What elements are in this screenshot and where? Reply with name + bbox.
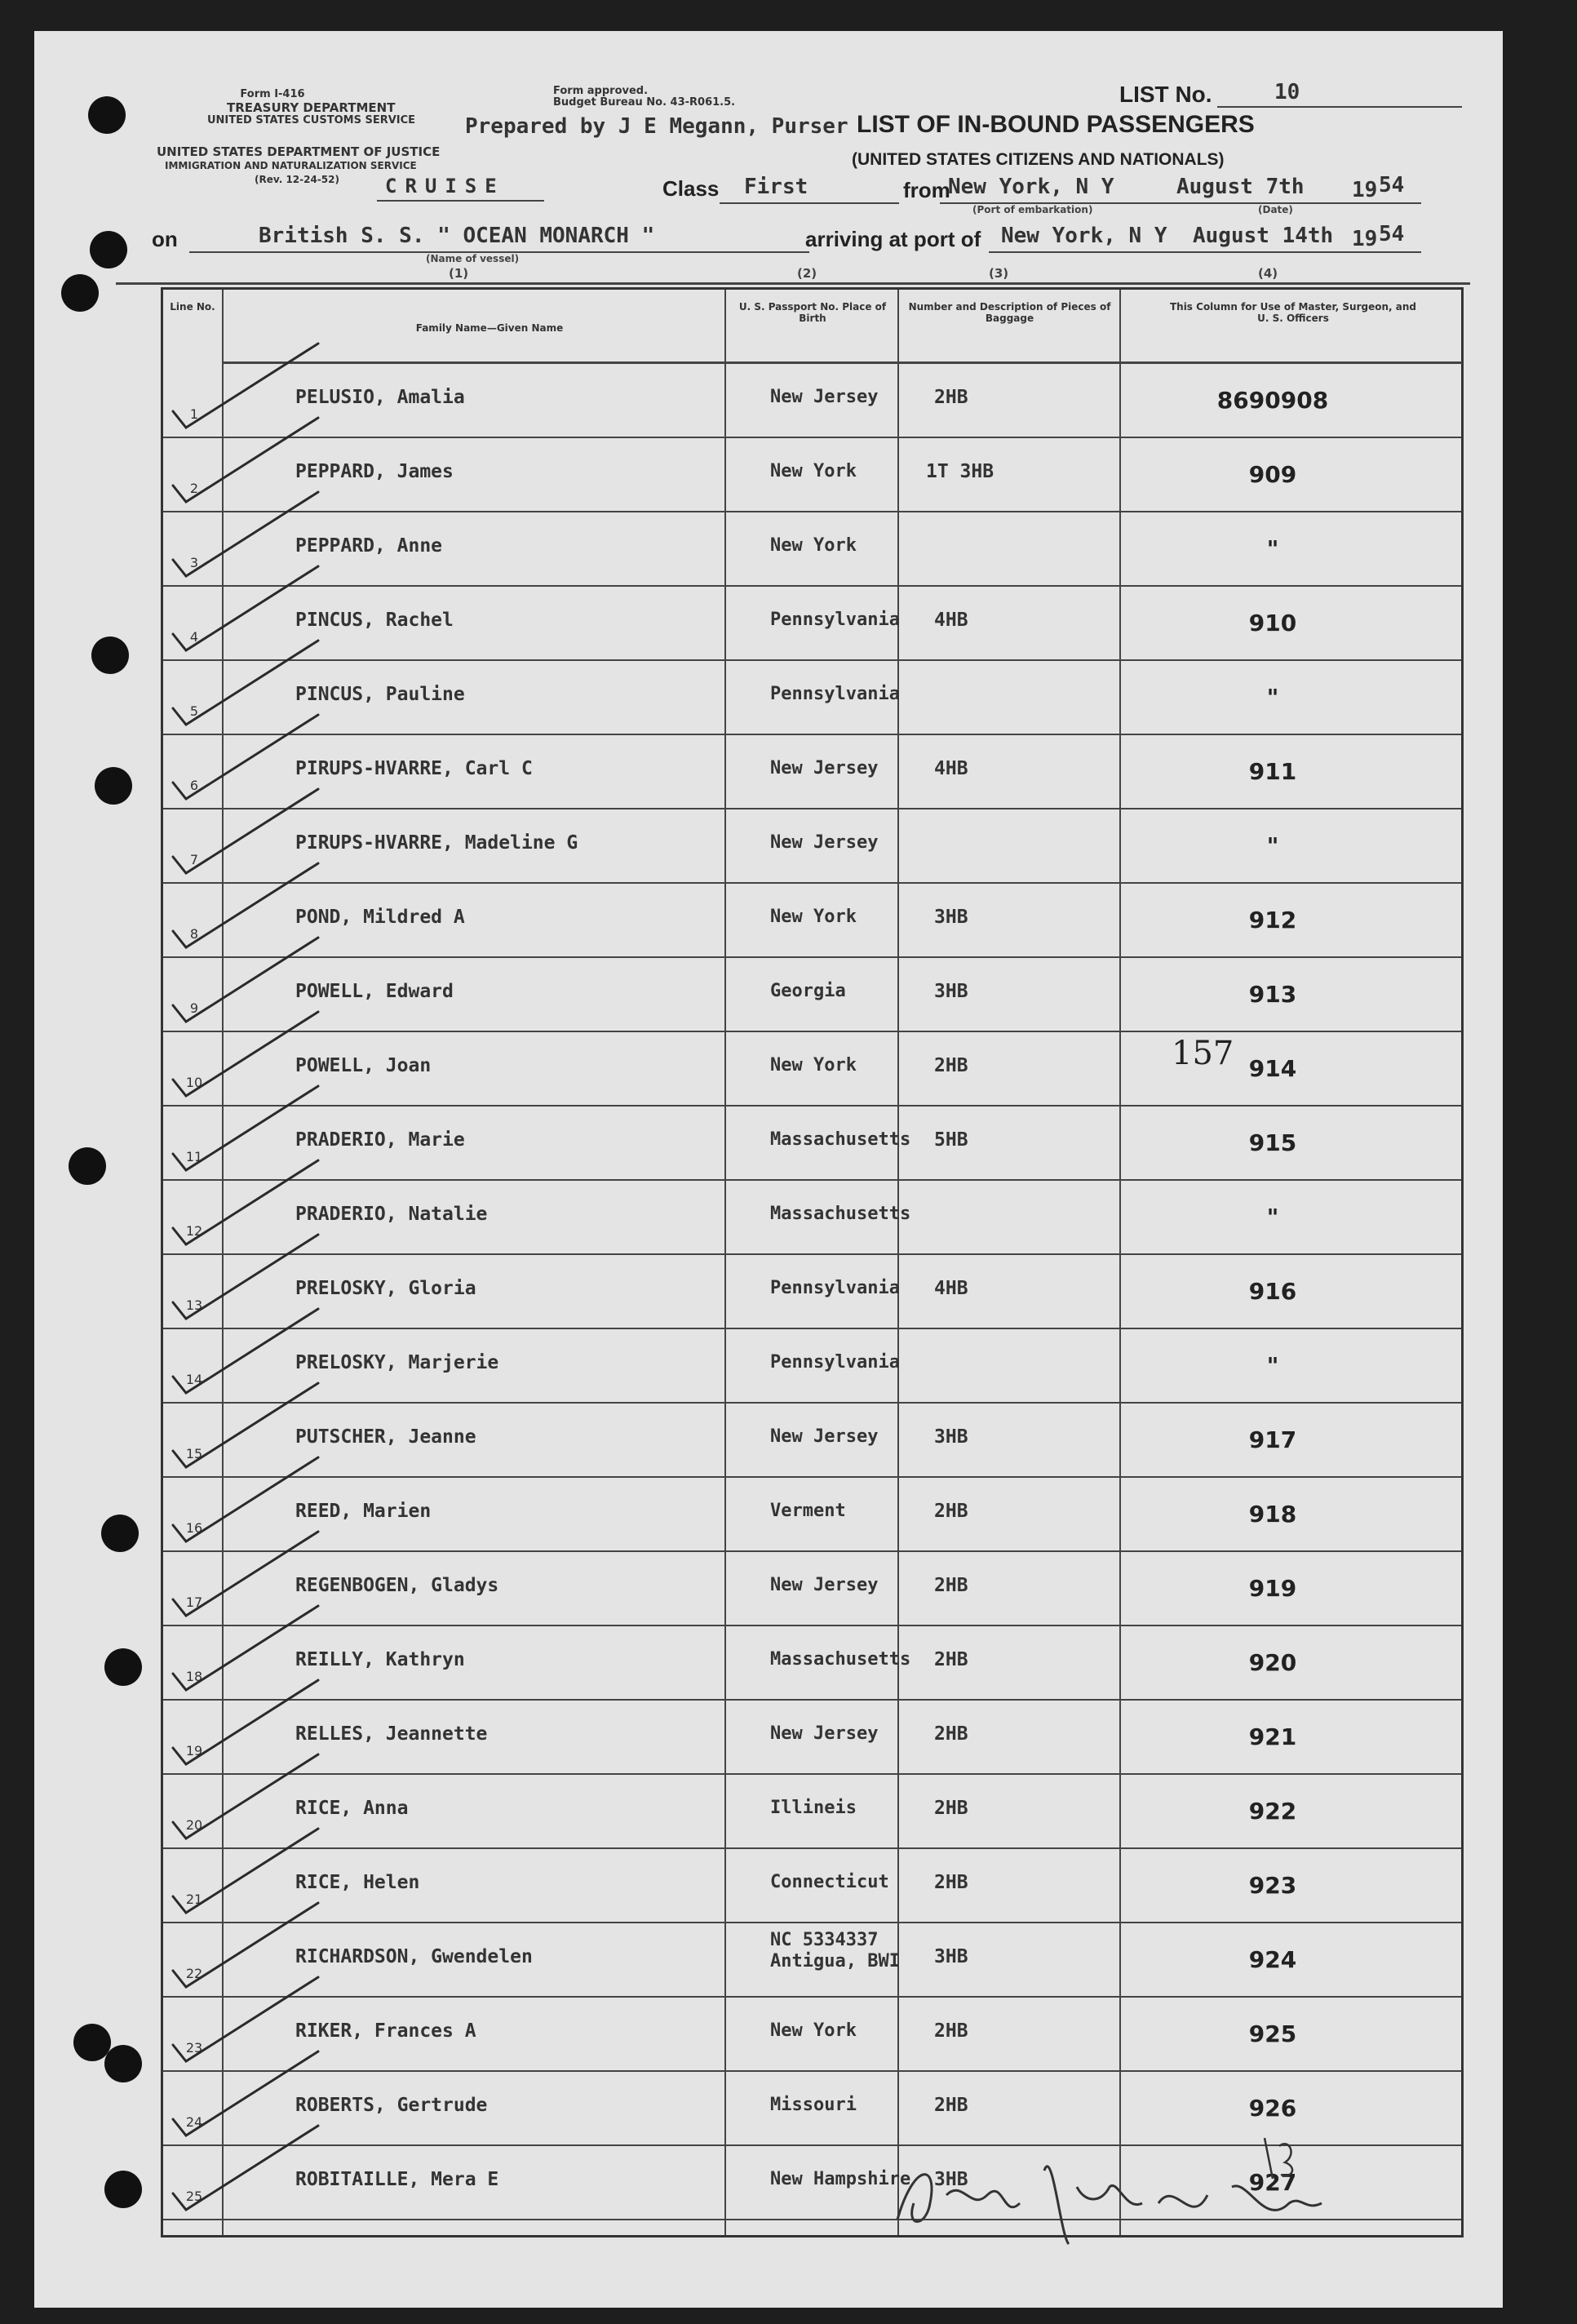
place-of-birth: Georgia (770, 981, 846, 1001)
officer-number: 920 (1248, 1649, 1297, 1676)
place-of-birth: New York (770, 461, 857, 481)
table-row (163, 1255, 1461, 1329)
departure-year-prefix: 19 (1352, 178, 1378, 202)
line-number: 12 (185, 1223, 203, 1239)
place-of-birth: New York (770, 2020, 857, 2041)
passenger-name: POWELL, Joan (295, 1055, 432, 1076)
place-of-birth: Illineis (770, 1798, 857, 1818)
passenger-name: PIRUPS-HVARRE, Madeline G (295, 832, 578, 854)
justice-label: UNITED STATES DEPARTMENT OF JUSTICE (157, 144, 441, 159)
revision-label: (Rev. 12-24-52) (255, 174, 339, 185)
line-number: 15 (185, 1446, 203, 1461)
officer-number: 914 (1248, 1055, 1297, 1082)
table-row (163, 1849, 1461, 1923)
baggage: 2HB (934, 387, 968, 408)
vessel-caption: (Name of vessel) (426, 253, 520, 264)
place-of-birth: Pennsylvania (770, 610, 900, 630)
line-number: 11 (185, 1149, 203, 1164)
passenger-name: PINCUS, Rachel (295, 610, 454, 631)
line-number: 24 (185, 2114, 203, 2130)
from-label: from (903, 178, 950, 202)
officer-number: 915 (1248, 1129, 1297, 1156)
baggage: 2HB (934, 1872, 968, 1893)
officer-number: 8690908 (1216, 387, 1329, 414)
table-row (163, 1107, 1461, 1181)
baggage: 1T 3HB (926, 461, 994, 482)
line-number: 16 (185, 1520, 203, 1536)
place-of-birth: Massachusetts (770, 1649, 911, 1670)
punch-hole (88, 96, 126, 134)
officer-number: 919 (1248, 1575, 1297, 1602)
class-value: First (744, 175, 808, 199)
passenger-name: POND, Mildred A (295, 907, 465, 928)
table-row (163, 1329, 1461, 1404)
passenger-name: RELLES, Jeannette (295, 1723, 488, 1745)
line-number: 14 (185, 1372, 203, 1387)
punch-hole (69, 1147, 106, 1185)
place-of-birth: New York (770, 535, 857, 556)
place-of-birth: Pennsylvania (770, 1278, 900, 1298)
baggage: 3HB (934, 907, 968, 928)
place-of-birth: New Hampshire (770, 2169, 911, 2189)
arrival-underline (989, 251, 1421, 253)
table-row (163, 1404, 1461, 1478)
passenger-name: PIRUPS-HVARRE, Carl C (295, 758, 533, 779)
place-of-birth: New Jersey (770, 1575, 879, 1595)
passenger-name: RICHARDSON, Gwendelen (295, 1946, 533, 1967)
passenger-name: RICE, Anna (295, 1798, 409, 1819)
cruise-underline (377, 200, 544, 202)
table-row (163, 1478, 1461, 1552)
place-of-birth (770, 1930, 900, 1972)
place-of-birth: Massachusetts (770, 1204, 911, 1224)
passenger-name: PUTSCHER, Jeanne (295, 1426, 476, 1448)
list-no-label: LIST No. (1119, 82, 1212, 107)
baggage: 2HB (934, 1575, 968, 1596)
baggage: 4HB (934, 1278, 968, 1299)
officer-number: 924 (1248, 1946, 1297, 1973)
departure-date: August 7th (1176, 175, 1305, 199)
table-row (163, 1701, 1461, 1775)
place-of-birth: New York (770, 907, 857, 927)
table-row (163, 587, 1461, 661)
passenger-name: POWELL, Edward (295, 981, 454, 1002)
list-no-underline (1217, 106, 1462, 108)
ins-label: IMMIGRATION AND NATURALIZATION SERVICE (165, 160, 417, 171)
document-title: LIST OF IN-BOUND PASSENGERS (857, 111, 1255, 138)
line-number: 6 (189, 778, 199, 793)
table-row (163, 1552, 1461, 1626)
baggage: 2HB (934, 1055, 968, 1076)
baggage: 2HB (934, 1723, 968, 1745)
header-passport: U. S. Passport No. Place of Birth (738, 301, 887, 324)
departure-year-suffix: 54 (1379, 173, 1405, 197)
arrival-date: August 14th (1193, 224, 1334, 248)
customs-label: UNITED STATES CUSTOMS SERVICE (207, 114, 416, 126)
passenger-name: REGENBOGEN, Gladys (295, 1575, 499, 1596)
on-label: on (152, 227, 178, 251)
officer-number: 925 (1248, 2020, 1297, 2047)
line-number: 9 (189, 1000, 199, 1016)
line-number: 20 (185, 1817, 203, 1833)
table-row (163, 1998, 1461, 2072)
officer-number: " (1266, 832, 1279, 859)
punch-hole (104, 2171, 142, 2208)
place-of-birth: New Jersey (770, 387, 879, 407)
col-num-4: (4) (1258, 266, 1278, 281)
passenger-name: PRELOSKY, Gloria (295, 1278, 476, 1299)
baggage: 3HB (934, 981, 968, 1002)
baggage: 3HB (934, 2169, 968, 2190)
officer-number: 910 (1248, 610, 1297, 636)
birth-place: Antigua, BWI (770, 1951, 900, 1971)
passenger-name: PEPPARD, Anne (295, 535, 443, 557)
officer-number: 923 (1248, 1872, 1297, 1899)
line-number: 3 (189, 555, 199, 570)
arrival-year-prefix: 19 (1352, 227, 1378, 251)
passenger-table (161, 287, 1464, 2238)
baggage: 2HB (934, 2020, 968, 2042)
header-baggage: Number and Description of Pieces of Baggage (908, 301, 1111, 324)
from-value: New York, N Y (948, 175, 1114, 199)
officer-number: " (1266, 684, 1279, 711)
passenger-name: PRELOSKY, Marjerie (295, 1352, 499, 1373)
passenger-name: PEPPARD, James (295, 461, 454, 482)
arrival-port: New York, N Y (1001, 224, 1167, 248)
prepared-by: Prepared by J E Megann, Purser (465, 114, 848, 139)
officer-number: " (1266, 1204, 1279, 1231)
header-rule (116, 282, 1470, 285)
officer-number: 927 (1248, 2169, 1297, 2196)
budget-bureau: Budget Bureau No. 43-R061.5. (553, 96, 736, 109)
arrival-year-suffix: 54 (1379, 222, 1405, 246)
table-row (163, 364, 1461, 438)
baggage: 2HB (934, 1501, 968, 1522)
line-number: 23 (185, 2040, 203, 2056)
officer-number: 921 (1248, 1723, 1297, 1750)
place-of-birth: Missouri (770, 2095, 857, 2115)
baggage: 2HB (934, 1649, 968, 1670)
line-number: 1 (189, 406, 199, 422)
line-number: 21 (185, 1892, 203, 1907)
officer-number: 918 (1248, 1501, 1297, 1528)
document-subtitle: (UNITED STATES CITIZENS AND NATIONALS) (852, 150, 1225, 169)
place-of-birth: New Jersey (770, 758, 879, 778)
class-underline (720, 202, 899, 204)
table-row (163, 661, 1461, 735)
table-row (163, 1181, 1461, 1255)
line-number: 18 (185, 1669, 203, 1684)
line-number: 22 (185, 1966, 203, 1981)
officer-number: " (1266, 1352, 1279, 1379)
passenger-name: PRADERIO, Marie (295, 1129, 465, 1151)
line-number: 4 (189, 629, 199, 645)
passenger-name: PRADERIO, Natalie (295, 1204, 488, 1225)
table-row (163, 809, 1461, 884)
vessel-name: British S. S. " OCEAN MONARCH " (259, 224, 655, 248)
form-number: Form I-416 (240, 88, 305, 100)
line-number: 5 (189, 703, 199, 719)
baggage: 3HB (934, 1426, 968, 1448)
place-of-birth: Verment (770, 1501, 846, 1521)
officer-number: 911 (1248, 758, 1297, 785)
line-number: 7 (189, 852, 199, 867)
officer-number: 917 (1248, 1426, 1297, 1453)
passenger-name: ROBERTS, Gertrude (295, 2095, 488, 2116)
punch-hole (101, 1515, 139, 1552)
passenger-name: PELUSIO, Amalia (295, 387, 465, 408)
place-of-birth: Pennsylvania (770, 1352, 900, 1373)
punch-hole (95, 767, 132, 805)
handwritten-signature (881, 2130, 1338, 2252)
col-num-2: (2) (797, 266, 817, 281)
col-num-3: (3) (989, 266, 1009, 281)
passenger-name: RICE, Helen (295, 1872, 420, 1893)
passenger-name: REILLY, Kathryn (295, 1649, 465, 1670)
baggage: 3HB (934, 1946, 968, 1967)
officer-number: 909 (1248, 461, 1297, 488)
table-row (163, 958, 1461, 1032)
place-of-birth: New Jersey (770, 1426, 879, 1447)
place-of-birth: Massachusetts (770, 1129, 911, 1150)
officer-number: " (1266, 535, 1279, 562)
class-label: Class (662, 176, 720, 201)
line-number: 17 (185, 1594, 203, 1610)
officer-number: 912 (1248, 907, 1297, 934)
place-of-birth: New Jersey (770, 832, 879, 853)
line-number: 2 (189, 481, 199, 496)
place-of-birth: New Jersey (770, 1723, 879, 1744)
baggage: 2HB (934, 1798, 968, 1819)
baggage: 4HB (934, 610, 968, 631)
table-row (163, 1626, 1461, 1701)
cruise-label: CRUISE (385, 175, 505, 197)
port-caption: (Port of embarkation) (972, 204, 1093, 215)
baggage: 2HB (934, 2095, 968, 2116)
header-officers: This Column for Use of Master, Surgeon, and U. S. Officers (1169, 301, 1417, 324)
list-no-value: 10 (1274, 80, 1300, 104)
officer-number: 922 (1248, 1798, 1297, 1825)
punch-hole (90, 231, 127, 268)
passenger-name: RIKER, Frances A (295, 2020, 476, 2042)
line-number: 10 (185, 1075, 203, 1090)
officer-number: 916 (1248, 1278, 1297, 1305)
table-row (163, 438, 1461, 512)
place-of-birth: Pennsylvania (770, 684, 900, 704)
passport-number: NC 5334337 (770, 1930, 879, 1950)
form-approved: Form approved. (553, 85, 649, 97)
table-row (163, 735, 1461, 809)
date-caption: (Date) (1258, 204, 1293, 215)
table-row (163, 1032, 1461, 1107)
punch-hole (104, 2045, 142, 2082)
officer-number: 926 (1248, 2095, 1297, 2122)
line-number: 25 (185, 2189, 203, 2204)
table-row (163, 512, 1461, 587)
baggage: 5HB (934, 1129, 968, 1151)
passenger-name: REED, Marien (295, 1501, 432, 1522)
header-name: Family Name—Given Name (415, 322, 564, 334)
table-row (163, 1775, 1461, 1849)
punch-hole (104, 1648, 142, 1686)
page-number-annotation: 157 (1172, 1035, 1234, 1072)
punch-hole (61, 274, 99, 312)
place-of-birth: Connecticut (770, 1872, 889, 1892)
line-number: 13 (185, 1297, 203, 1313)
officer-number: 913 (1248, 981, 1297, 1008)
col-num-1: (1) (449, 266, 469, 281)
baggage: 4HB (934, 758, 968, 779)
passenger-name: ROBITAILLE, Mera E (295, 2169, 499, 2190)
line-number: 19 (185, 1743, 203, 1759)
line-number: 8 (189, 926, 199, 942)
punch-hole (91, 636, 129, 674)
treasury-label: TREASURY DEPARTMENT (227, 100, 396, 115)
table-row (163, 1923, 1461, 1998)
header-line-no: Line No. (170, 301, 215, 313)
passenger-name: PINCUS, Pauline (295, 684, 465, 705)
place-of-birth: New York (770, 1055, 857, 1076)
arriving-label: arriving at port of (805, 227, 981, 251)
table-row (163, 884, 1461, 958)
